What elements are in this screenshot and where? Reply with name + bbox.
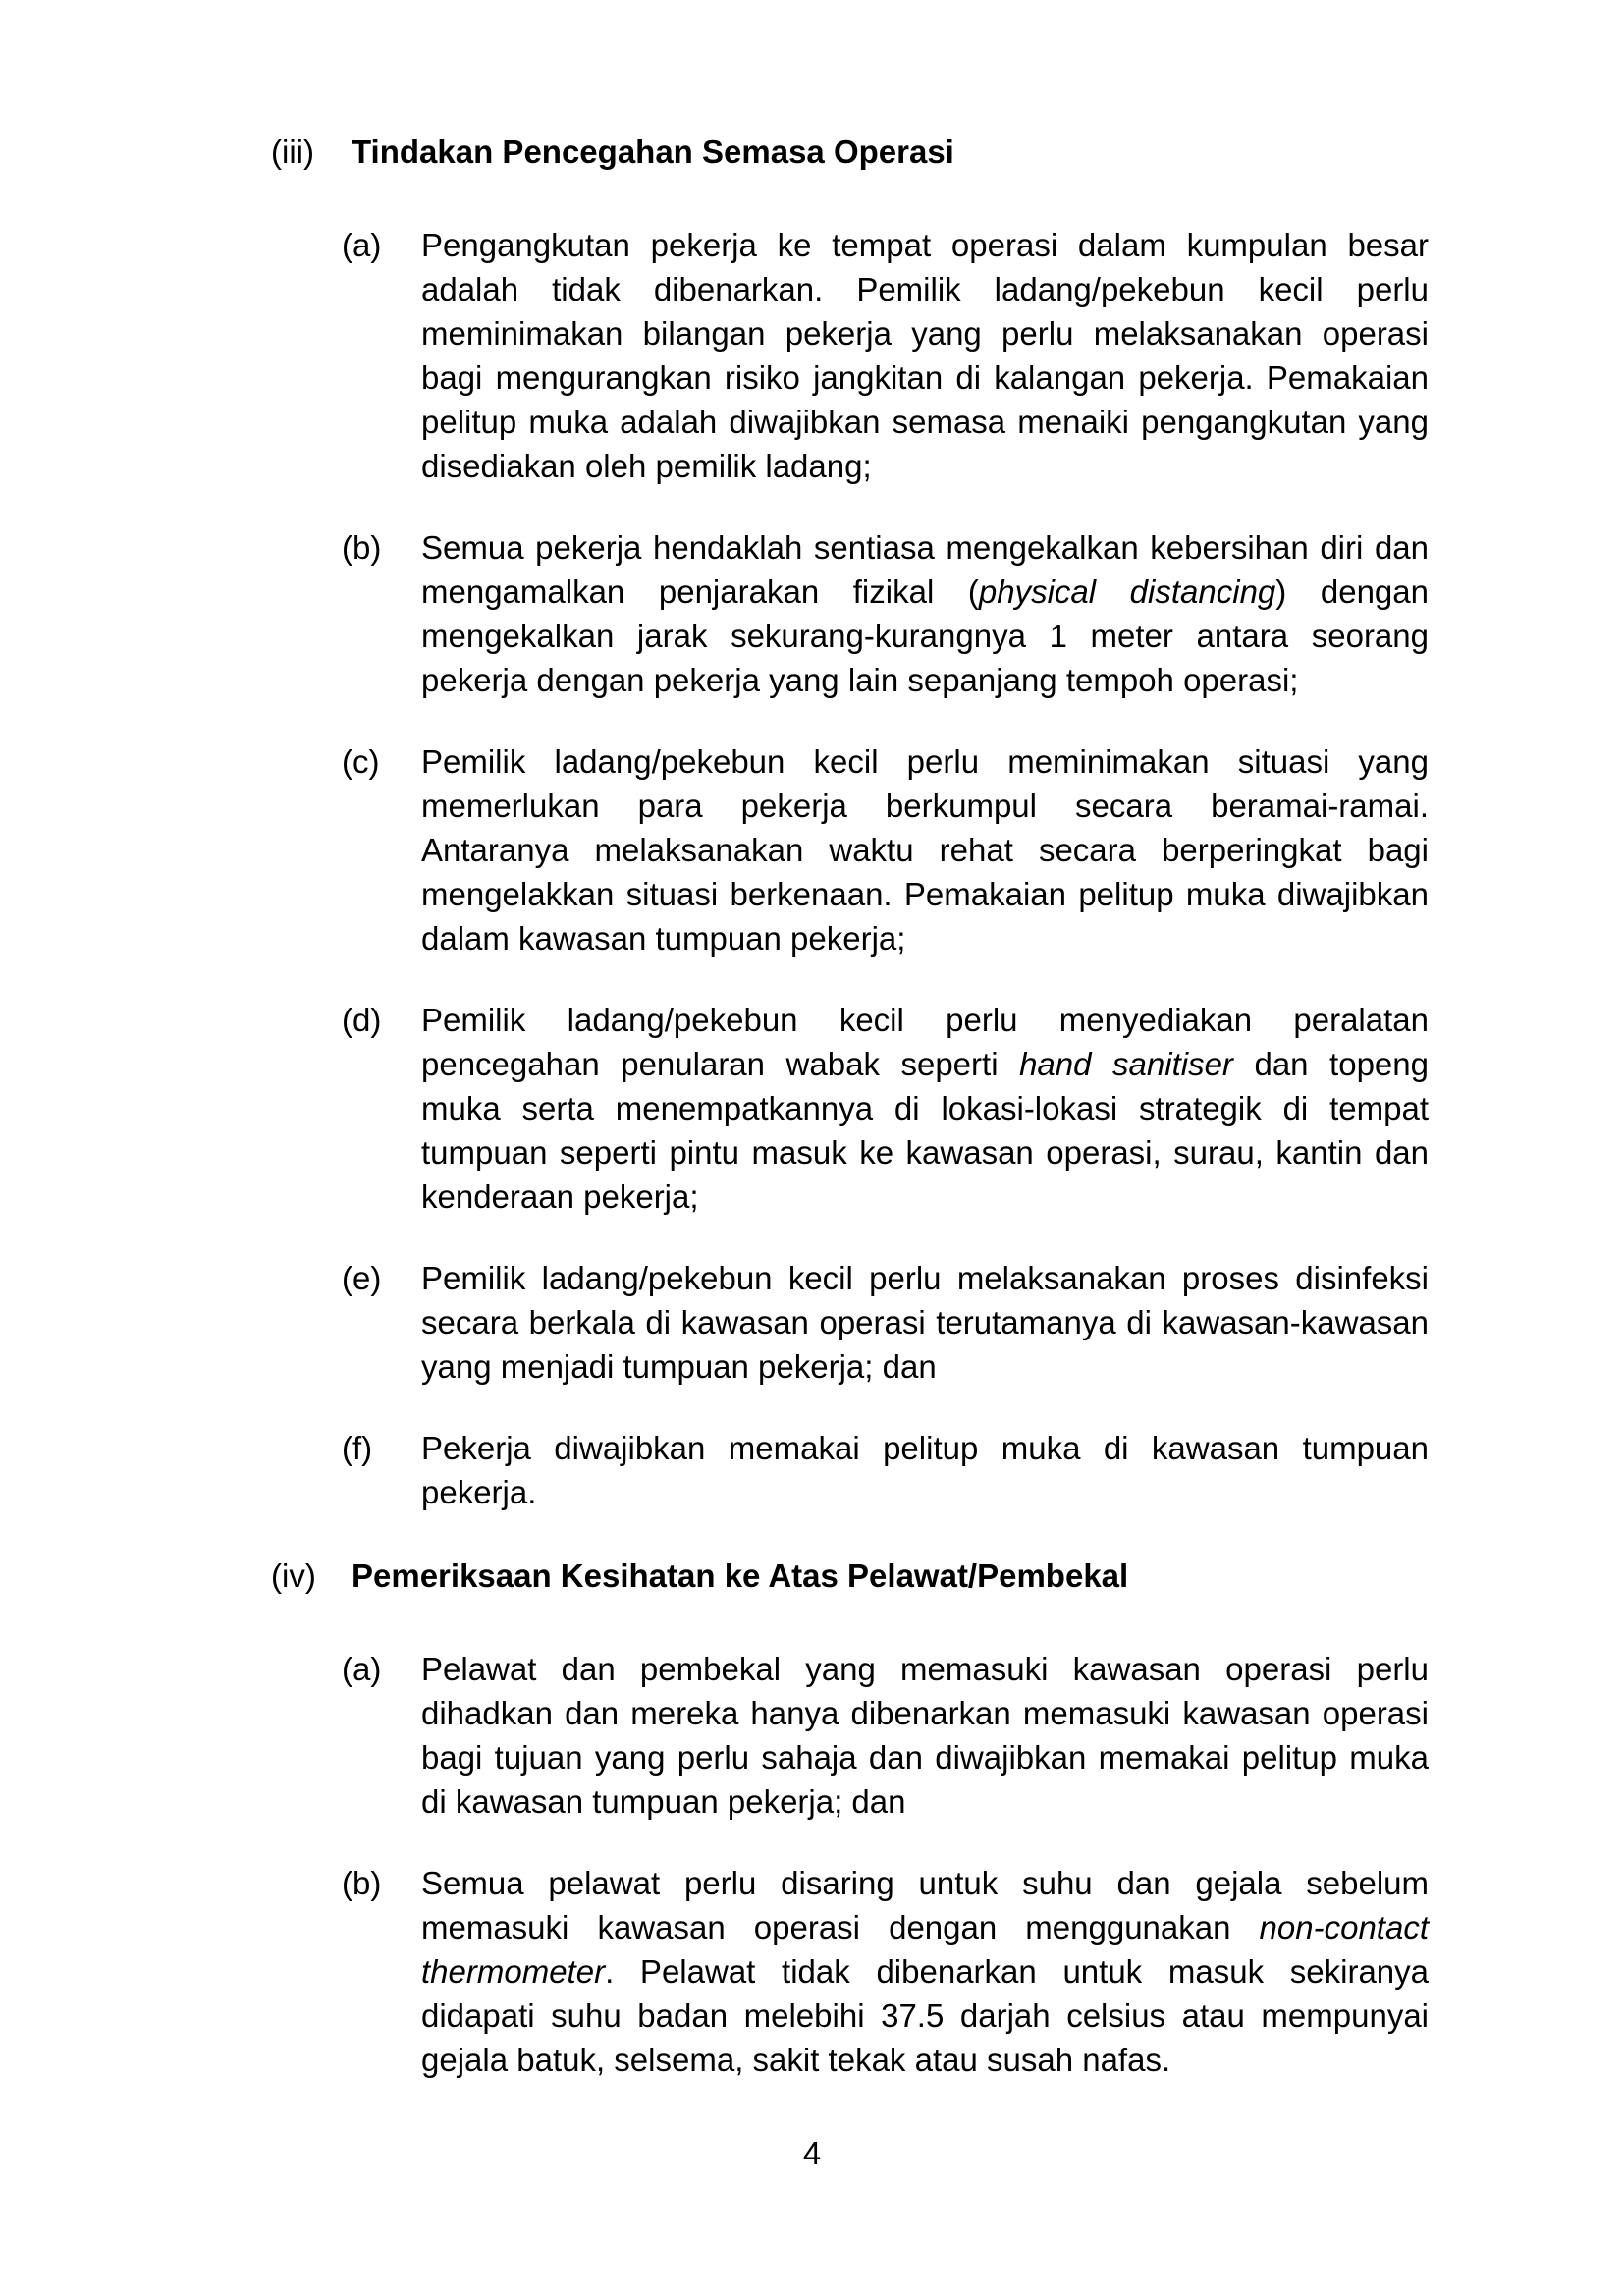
list-item-text <box>421 1861 1429 2082</box>
list-item <box>342 1647 1429 1824</box>
section-heading <box>271 1554 1429 1598</box>
list-item-marker: (b) <box>342 1865 382 1901</box>
list-item-marker: (d) <box>342 1002 382 1038</box>
list-item-text <box>421 525 1429 702</box>
text-run: Pekerja diwajibkan memakai pelitup muka di kawasan tumpuan pekerja. <box>421 1430 1429 1510</box>
section-marker: (iv) <box>271 1558 316 1594</box>
list-item-text <box>421 1426 1429 1514</box>
text-run: . Pelawat tidak dibenarkan untuk masuk sekiranya didapati suhu badan melebihi 37.5 darjah celsius atau mempunyai gejala batuk, selsema, sakit tekak atau susah nafas. <box>421 1953 1429 2078</box>
list-item-text <box>421 223 1429 488</box>
list-item-marker: (a) <box>342 1651 382 1687</box>
italic-text-run: non-contact thermometer <box>421 1909 1429 1990</box>
text-run: Pemilik ladang/pekebun kecil perlu menyediakan peralatan pencegahan penularan wabak seperti <box>421 1002 1429 1082</box>
list-item-marker: (b) <box>342 529 382 566</box>
list-item <box>342 525 1429 702</box>
list-item-marker: (e) <box>342 1260 382 1296</box>
list-item-text <box>421 739 1429 960</box>
section-tindakan-pencegahan <box>0 130 1624 1514</box>
list-item <box>342 739 1429 960</box>
list-item <box>342 1861 1429 2082</box>
list-item <box>342 1426 1429 1514</box>
text-run: Pemilik ladang/pekebun kecil perlu melaksanakan proses disinfeksi secara berkala di kawasan operasi terutamanya di kawasan-kawasan yang menjadi tumpuan pekerja; dan <box>421 1260 1429 1385</box>
list-item <box>342 223 1429 488</box>
italic-text-run: physical distancing <box>978 574 1276 610</box>
list-item-marker: (f) <box>342 1430 373 1466</box>
section-marker: (iii) <box>271 134 314 170</box>
text-run: Semua pelawat perlu disaring untuk suhu dan gejala sebelum memasuki kawasan operasi dengan menggunakan <box>421 1865 1429 1945</box>
list-item-text <box>421 998 1429 1219</box>
text-run: Semua pekerja hendaklah sentiasa mengekalkan kebersihan diri dan mengamalkan penjarakan fizikal ( <box>421 529 1429 610</box>
list-item-text <box>421 1647 1429 1824</box>
section-title: Pemeriksaan Kesihatan ke Atas Pelawat/Pembekal <box>352 1558 1129 1594</box>
section-heading <box>271 130 1429 174</box>
text-run: Pengangkutan pekerja ke tempat operasi dalam kumpulan besar adalah tidak dibenarkan. Pemilik ladang/pekebun kecil perlu meminimakan bilangan pekerja yang perlu melaksanakan operasi bagi mengurangkan risiko jangkitan di kalangan pekerja. Pemakaian pelitup muka adalah diwajibkan semasa menaiki pengangkutan yang disediakan oleh pemilik ladang; <box>421 227 1429 484</box>
list-item <box>342 998 1429 1219</box>
page-number: 4 <box>802 2135 822 2171</box>
text-run: Pemilik ladang/pekebun kecil perlu meminimakan situasi yang memerlukan para pekerja berkumpul secara beramai-ramai. Antaranya melaksanakan waktu rehat secara berperingkat bagi mengelakkan situasi berkenaan. Pemakaian pelitup muka diwajibkan dalam kawasan tumpuan pekerja; <box>421 743 1429 957</box>
section-pemeriksaan-kesihatan <box>0 1554 1624 2082</box>
text-run: Pelawat dan pembekal yang memasuki kawasan operasi perlu dihadkan dan mereka hanya dibenarkan memasuki kawasan operasi bagi tujuan yang perlu sahaja dan diwajibkan memakai pelitup muka di kawasan tumpuan pekerja; dan <box>421 1651 1429 1820</box>
list-item <box>342 1256 1429 1389</box>
text-run: dan topeng muka serta menempatkannya di lokasi-lokasi strategik di tempat tumpuan seperti pintu masuk ke kawasan operasi, surau, kantin dan kenderaan pekerja; <box>421 1046 1429 1215</box>
section-title: Tindakan Pencegahan Semasa Operasi <box>352 134 954 170</box>
list-item-marker: (c) <box>342 743 380 780</box>
list-item-text <box>421 1256 1429 1389</box>
text-run: ) dengan mengekalkan jarak sekurang-kurangnya 1 meter antara seorang pekerja dengan pekerja yang lain sepanjang tempoh operasi; <box>421 574 1429 698</box>
italic-text-run: hand sanitiser <box>1019 1046 1233 1082</box>
list-item-marker: (a) <box>342 227 382 263</box>
